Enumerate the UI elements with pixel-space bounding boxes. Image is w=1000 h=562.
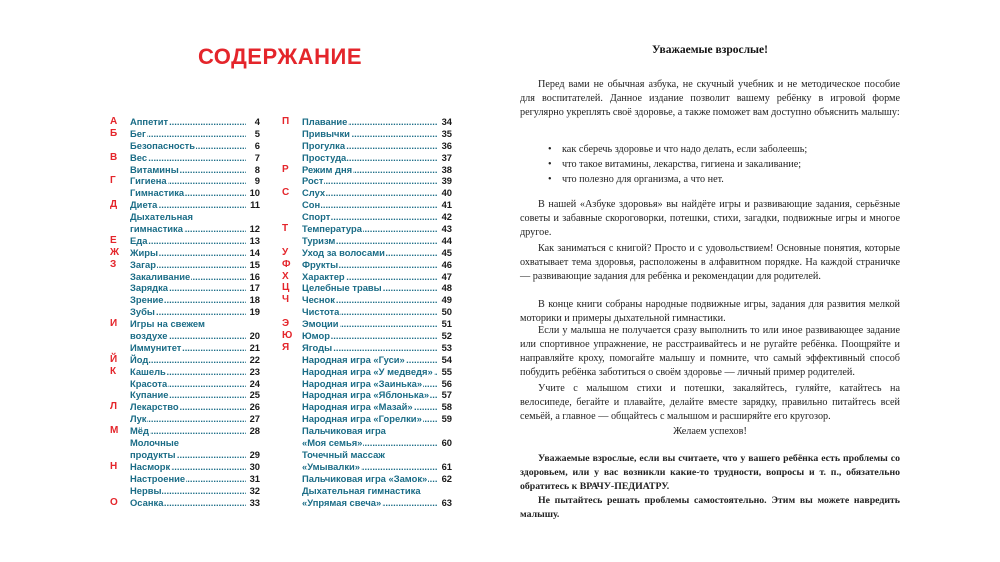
intro-paragraph: Если у малыша не получается сразу выполнить то или иное развивающее задание или спортивное упражнение, не расстраивайтесь и не ругайте ребёнка. Поощряйте и направляйте кроху, помогайте малышу и помните, что самый эффективный способ побудить ребёнка заботиться о своём здоровье — личный пример родителей. [520, 325, 900, 378]
toc-entry [110, 366, 260, 378]
toc-page-number: 16 [249, 270, 260, 282]
toc-page-number: 37 [441, 151, 452, 163]
toc-page-number: 17 [249, 282, 260, 294]
toc-letter: П [282, 116, 290, 127]
toc-entry [282, 389, 452, 401]
toc-entry-title: Пальчиковая игра «Замок» [302, 472, 428, 484]
toc-page-number: 5 [254, 127, 260, 139]
toc-page-number: 26 [249, 401, 260, 413]
toc-entry-title: Целебные травы [302, 282, 382, 294]
toc-letter: Б [110, 127, 118, 139]
toc-entry-title: Чеснок [302, 294, 335, 306]
toc-page-number: 11 [250, 199, 260, 211]
toc-entry [110, 247, 260, 259]
toc-page-number: 27 [249, 413, 260, 425]
toc-letter: Д [110, 199, 118, 211]
toc-entry [282, 330, 452, 342]
intro-paragraph: Учите с малышом стихи и потешки, закаляйтесь, гуляйте, катайтесь на велосипеде, бегайте и плавайте, делайте вместе зарядку, правильно питайтесь всей семьёй, а главное — общайтесь с малышом и расширяйте его кругозор. [520, 383, 900, 422]
toc-entry-title: Зубы [130, 306, 155, 318]
toc-entry [110, 389, 260, 401]
warning-paragraph: Не пытайтесь решать проблемы самостоятельно. Этим вы можете навредить малышу. [520, 495, 900, 520]
toc-page-number: 33 [249, 496, 260, 508]
toc-page-number: 9 [254, 175, 260, 187]
toc-page-number: 36 [441, 139, 452, 151]
toc-entry [282, 235, 452, 247]
toc-page-number: 13 [249, 234, 260, 246]
intro-page [520, 38, 900, 528]
toc-entry-title: Народная игра «Мазай» [302, 401, 413, 413]
toc-page-number: 15 [249, 258, 260, 270]
toc-entry-title: Характер [302, 270, 345, 282]
toc-entry [110, 271, 260, 283]
toc-page-number: 48 [441, 282, 452, 294]
toc-page-number: 10 [249, 187, 260, 199]
toc-page-number: 43 [441, 223, 452, 235]
toc-entry-title: Безопасность [130, 139, 196, 151]
toc-page-number: 21 [249, 341, 260, 353]
toc-entry [110, 449, 260, 461]
toc-entry-title: Ягоды [302, 341, 333, 353]
warning-paragraph: Уважаемые взрослые, если вы считаете, что у вашего ребёнка есть проблемы со здоровьем, или у вас возникли какие-то трудности, вопросы и т. п., обязательно обратитесь к ВРАЧУ-ПЕДИАТРУ. [520, 453, 900, 492]
toc-entry [282, 449, 452, 461]
toc-entry [282, 187, 452, 199]
toc-entry-title: Народная игра «Яблонька» [302, 389, 430, 401]
toc-entry [110, 152, 260, 164]
toc-letter: Ж [110, 246, 120, 258]
toc-entry-title: Привычки [302, 127, 350, 139]
toc-entry [110, 425, 260, 437]
intro-paragraph: Как заниматься с книгой? Просто и с удовольствием! Основные понятия, которые охватывает тема здоровья, расположены в алфавитном порядке. На каждой страничке — развивающие задания для ребёнка и рекомендации для родителей. [520, 243, 900, 282]
toc-entry-title: Бег [130, 127, 146, 139]
toc-entry [110, 354, 260, 366]
intro-paragraph: В конце книги собраны народные подвижные игры, задания для развития мелкой моторики и примеры дыхательной гимнастики. [520, 299, 900, 324]
toc-letter: З [110, 258, 117, 270]
toc-entry [282, 425, 452, 437]
toc-entry-title: Иммунитет [130, 341, 182, 353]
toc-letter: С [282, 187, 290, 199]
toc-letter: Ц [282, 282, 290, 294]
toc-page-number: 23 [249, 365, 260, 377]
toc-page-number: 40 [441, 187, 452, 199]
toc-entry [282, 223, 452, 235]
toc-entry-title: Спорт [302, 211, 331, 223]
toc-page-number: 4 [254, 116, 260, 127]
toc-entry-title: гимнастика [130, 223, 183, 235]
toc-entry [110, 164, 260, 176]
toc-entry-title: Пальчиковая игра [302, 425, 386, 437]
toc-dot-leader [130, 128, 246, 140]
toc-page-number: 31 [249, 472, 260, 484]
toc-entry [110, 128, 260, 140]
toc-entry-title: Народная игра «Горелки» [302, 413, 422, 425]
toc-entry-title: Вес [130, 151, 148, 163]
toc-entry [110, 235, 260, 247]
toc-entry [110, 318, 260, 330]
toc-letter: И [110, 318, 118, 330]
toc-entry-title: Мёд [130, 425, 149, 437]
toc-entry [110, 342, 260, 354]
toc-letter: А [110, 116, 118, 127]
toc-page-number: 54 [441, 353, 452, 365]
toc-entry-title: Настроение [130, 472, 186, 484]
toc-page-number: 62 [441, 472, 452, 484]
toc-entry [110, 223, 260, 235]
toc-page-number: 20 [249, 330, 260, 342]
toc-entry [110, 187, 260, 199]
toc-letter: М [110, 425, 119, 437]
toc-page-number: 44 [441, 234, 452, 246]
toc-page-number: 46 [441, 258, 452, 270]
toc-entry-title: Эмоции [302, 318, 339, 330]
toc-page-number: 14 [249, 246, 260, 258]
toc-page-number: 30 [249, 460, 260, 472]
toc-entry-title: Дыхательная [130, 211, 193, 223]
toc-entry-title: Уход за волосами [302, 246, 385, 258]
toc-entry [282, 401, 452, 413]
toc-entry [282, 485, 452, 497]
toc-entry-title: Рост [302, 175, 324, 187]
toc-entry-title: Зарядка [130, 282, 169, 294]
intro-heading: Уважаемые взрослые! [652, 44, 768, 56]
toc-entry-title: Плавание [302, 116, 348, 127]
toc-entry [282, 294, 452, 306]
toc-entry [110, 282, 260, 294]
toc-entry-title: Лук [130, 413, 147, 425]
toc-entry-title: Зрение [130, 294, 164, 306]
toc-page-number: 51 [441, 318, 452, 330]
intro-bullet-list [548, 142, 888, 187]
toc-letter: Е [110, 234, 117, 246]
toc-entry-title: Слух [302, 187, 326, 199]
toc-entry-title: Температура [302, 223, 362, 235]
toc-entry-title: продукты [130, 448, 176, 460]
toc-letter: Й [110, 353, 118, 365]
toc-entry-title: Туризм [302, 234, 336, 246]
toc-entry [110, 259, 260, 271]
toc-entry-title: Точечный массаж [302, 448, 385, 460]
toc-entry-title: Закаливание [130, 270, 191, 282]
toc-entry [282, 354, 452, 366]
toc-entry-title: Народная игра «У медведя» [302, 365, 433, 377]
toc-page-number: 22 [249, 353, 260, 365]
toc-entry [110, 461, 260, 473]
toc-page-number: 39 [441, 175, 452, 187]
toc-page-number: 35 [441, 127, 452, 139]
toc-letter: Я [282, 341, 290, 353]
toc-letter: Х [282, 270, 289, 282]
toc-entry [110, 199, 260, 211]
toc-entry [110, 140, 260, 152]
toc-page-number: 41 [441, 199, 452, 211]
toc-page-number: 55 [441, 365, 452, 377]
toc-entry [110, 116, 260, 128]
toc-letter: Р [282, 163, 289, 175]
toc-page-number: 25 [249, 389, 260, 401]
toc-entry-title: Йод [130, 353, 149, 365]
toc-entry-title: Кашель [130, 365, 166, 377]
toc-entry [110, 473, 260, 485]
toc-entry [282, 116, 452, 128]
contents-column-left [110, 116, 260, 508]
toc-entry-title: Еда [130, 234, 148, 246]
toc-entry [110, 485, 260, 497]
toc-entry-title: Фрукты [302, 258, 339, 270]
toc-entry [282, 175, 452, 187]
toc-entry [282, 128, 452, 140]
toc-entry [110, 294, 260, 306]
toc-entry-title: Осанка [130, 496, 164, 508]
toc-letter: В [110, 151, 118, 163]
toc-entry [282, 164, 452, 176]
toc-page-number: 53 [441, 341, 452, 353]
toc-entry [282, 282, 452, 294]
contents-title: СОДЕРЖАНИЕ [197, 44, 363, 69]
toc-page-number: 18 [249, 294, 260, 306]
toc-entry [110, 378, 260, 390]
toc-entry [282, 473, 452, 485]
toc-entry [282, 271, 452, 283]
toc-page-number: 59 [441, 413, 452, 425]
toc-entry-title: Юмор [302, 330, 330, 342]
toc-page-number: 32 [249, 484, 260, 496]
toc-entry-title: Витамины [130, 163, 179, 175]
intro-paragraph: В нашей «Азбуке здоровья» вы найдёте игры и развивающие задания, серьёзные советы и забавные скороговорки, потешки, стихи, загадки, подвижные игры и многое другое. [520, 199, 900, 238]
toc-page-number: 47 [441, 270, 452, 282]
toc-entry [110, 306, 260, 318]
contents-column-right [282, 116, 452, 508]
toc-entry [110, 330, 260, 342]
toc-entry [282, 211, 452, 223]
toc-entry-title: Народная игра «Гуси» [302, 353, 405, 365]
toc-entry-title: Режим дня [302, 163, 353, 175]
toc-entry [110, 401, 260, 413]
toc-page-number: 34 [441, 116, 452, 127]
intro-paragraph: Перед вами не обычная азбука, не скучный учебник и не методическое пособие для воспитателей. Данное издание позволит вашему ребёнку в игровой форме регулярно укреплять своё здоровье, а также поможет вам доступно объяснить малышу: [520, 79, 900, 118]
toc-entry [282, 413, 452, 425]
toc-entry-title: «Умывалки» [302, 460, 360, 472]
toc-letter: О [110, 496, 118, 508]
bullet-item: • как сберечь здоровье и что надо делать, если заболеешь; [548, 142, 888, 157]
toc-entry [282, 437, 452, 449]
toc-page-number: 49 [441, 294, 452, 306]
toc-page-number: 42 [441, 211, 452, 223]
bullet-item: • что полезно для организма, а что нет. [548, 172, 888, 187]
toc-entry-title: Загар [130, 258, 156, 270]
toc-entry-title: Гигиена [130, 175, 167, 187]
toc-page-number: 58 [441, 401, 452, 413]
toc-page-number: 60 [441, 437, 452, 449]
toc-page-number: 7 [254, 151, 260, 163]
toc-page-number: 56 [441, 377, 452, 389]
toc-page-number: 57 [441, 389, 452, 401]
toc-letter: Э [282, 318, 290, 330]
toc-page-number: 29 [249, 448, 260, 460]
toc-page-number: 61 [441, 460, 452, 472]
toc-page-number: 12 [249, 223, 260, 235]
toc-entry-title: «Упрямая свеча» [302, 496, 382, 508]
toc-letter: Н [110, 460, 118, 472]
toc-entry-title: Дыхательная гимнастика [302, 484, 421, 496]
toc-entry-title: Диета [130, 199, 158, 211]
bullet-item: • что такое витамины, лекарства, гигиена и закаливание; [548, 157, 888, 172]
toc-entry [110, 175, 260, 187]
toc-entry-title: Аппетит [130, 116, 169, 127]
contents-page [100, 38, 460, 528]
toc-entry-title: Народная игра «Заинька» [302, 377, 423, 389]
toc-entry [282, 259, 452, 271]
toc-entry [110, 413, 260, 425]
toc-letter: Ф [282, 258, 291, 270]
toc-entry [282, 247, 452, 259]
toc-page-number: 8 [254, 163, 260, 175]
toc-page-number: 19 [249, 306, 260, 318]
toc-page-number: 50 [441, 306, 452, 318]
toc-entry [282, 306, 452, 318]
toc-entry [282, 140, 452, 152]
toc-entry-title: Жиры [130, 246, 158, 258]
wish-text: Желаем успехов! [673, 426, 747, 437]
toc-entry [282, 318, 452, 330]
toc-entry-title: Красота [130, 377, 168, 389]
toc-entry-title: воздухе [130, 330, 168, 342]
toc-page-number: 52 [441, 330, 452, 342]
toc-entry-title: Насморк [130, 460, 171, 472]
toc-letter: Л [110, 401, 118, 413]
toc-entry [282, 497, 452, 509]
toc-entry-title: «Моя семья» [302, 437, 363, 449]
toc-entry [110, 497, 260, 509]
toc-entry-title: Сон [302, 199, 321, 211]
toc-letter: Т [282, 223, 289, 235]
toc-page-number: 38 [441, 163, 452, 175]
toc-entry-title: Молочные [130, 437, 179, 449]
toc-page-number: 28 [249, 425, 260, 437]
toc-entry [282, 461, 452, 473]
toc-entry-title: Простуда [302, 151, 347, 163]
toc-entry-title: Прогулка [302, 139, 346, 151]
toc-page-number: 45 [441, 246, 452, 258]
toc-entry-title: Чистота [302, 306, 340, 318]
toc-entry-title: Лекарство [130, 401, 179, 413]
toc-letter: У [282, 246, 289, 258]
toc-letter: Ч [282, 294, 290, 306]
toc-entry-title: Нервы [130, 484, 162, 496]
toc-entry-title: Купание [130, 389, 169, 401]
toc-page-number: 6 [254, 139, 260, 151]
toc-letter: К [110, 365, 117, 377]
toc-page-number: 63 [441, 496, 452, 508]
toc-dot-leader [302, 199, 438, 211]
toc-entry-title: Гимнастика [130, 187, 185, 199]
toc-entry [282, 342, 452, 354]
toc-entry [110, 211, 260, 223]
toc-letter: Г [110, 175, 116, 187]
toc-letter: Ю [282, 330, 293, 342]
toc-entry [282, 366, 452, 378]
toc-entry [282, 199, 452, 211]
toc-entry [110, 437, 260, 449]
toc-entry [282, 378, 452, 390]
toc-entry [282, 152, 452, 164]
toc-page-number: 24 [249, 377, 260, 389]
toc-entry-title: Игры на свежем [130, 318, 205, 330]
